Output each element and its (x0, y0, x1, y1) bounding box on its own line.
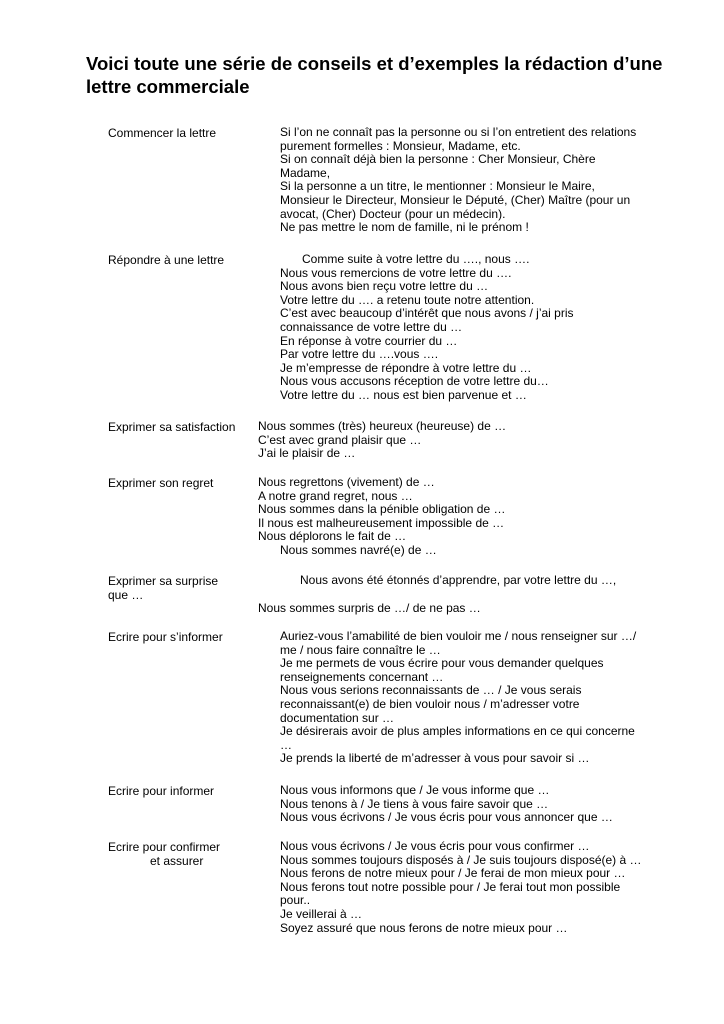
phrase-line: Si on connaît déjà bien la personne : Cher Monsieur, Chère Madame, (280, 152, 596, 180)
phrase-line: Nous sommes surpris de …/ de ne pas … (258, 600, 481, 615)
phrase-line: C’est avec beaucoup d’intérêt que nous avons / j’ai pris connaissance de votre lettre du … (280, 306, 574, 334)
phrase-line: Si la personne a un titre, le mentionner : Monsieur le Maire, Monsieur le Directeur, Monsieur le Député, (Cher) Maître (pour un avocat, (Cher) Docteur (pour un médecin). (280, 179, 631, 221)
phrase-line: Nous vous accusons réception de votre lettre du… (280, 374, 549, 389)
phrase-line: Comme suite à votre lettre du …., nous …. (302, 252, 530, 266)
section-label: Répondre à une lettre (108, 253, 225, 267)
phrase-line: Je prends la liberté de m’adresser à vous pour savoir si … (280, 751, 590, 766)
phrase-line: Nous vous écrivons / Je vous écris pour vous confirmer … (280, 839, 590, 853)
phrase-list (258, 574, 648, 615)
phrase-line: Nous ferons tout notre possible pour / Je ferai tout mon possible pour.. (280, 879, 621, 908)
phrase-line: En réponse à votre courrier du … (280, 333, 458, 348)
phrase-line: Il nous est malheureusement impossible de … (258, 515, 505, 530)
phrase-list (280, 630, 642, 766)
section-label: Commencer la lettre (108, 126, 217, 140)
phrase-list (280, 784, 642, 825)
phrase-line: Nous sommes (très) heureux (heureuse) de … (258, 419, 507, 433)
phrase-line: J’ai le plaisir de … (258, 446, 356, 461)
phrase-line: Nous avons bien reçu votre lettre du … (280, 279, 489, 294)
section-label-line: que … (108, 588, 144, 602)
phrase-line: Soyez assuré que nous ferons de notre mieux pour … (280, 920, 568, 935)
phrase-line: Auriez-vous l’amabilité de bien vouloir me / nous renseigner sur …/ me / nous faire connaître le … (280, 629, 637, 657)
phrase-line: Je veillerai à … (280, 906, 363, 921)
phrase-line: Nous vous serions reconnaissants de … / Je vous serais reconnaissant(e) de bien vouloir nous / m’adresser votre documentation sur … (280, 683, 582, 725)
phrase-line: Je désirerais avoir de plus amples informations en ce qui concerne … (280, 724, 635, 752)
phrase-list (280, 126, 642, 235)
phrase-line: Ne pas mettre le nom de famille, ni le prénom ! (280, 220, 529, 235)
phrase-line: Nous sommes navré(e) de … (280, 542, 437, 557)
phrase-list (280, 840, 642, 935)
section-label (108, 574, 218, 602)
section-label: Ecrire pour s’informer (108, 630, 223, 644)
section-label-line: Ecrire pour confirmer (108, 840, 221, 854)
phrase-line: Nous déplorons le fait de … (258, 529, 407, 544)
phrase-line: C’est avec grand plaisir que … (258, 432, 422, 447)
phrase-line: Nous vous remercions de votre lettre du …. (280, 265, 512, 280)
phrase-line: Nous ferons de notre mieux pour / Je ferai de mon mieux pour … (280, 866, 626, 881)
phrase-line: Je m’empresse de répondre à votre lettre du … (280, 360, 532, 375)
section-label: Exprimer son regret (108, 476, 214, 490)
phrase-list (258, 476, 648, 558)
phrase-line: Nous vous informons que / Je vous informe que … (280, 783, 550, 797)
section-label (108, 840, 220, 868)
phrase-list (258, 420, 648, 461)
phrase-line: Nous tenons à / Je tiens à vous faire savoir que … (280, 796, 549, 811)
section-label-line: et assurer (150, 854, 204, 868)
section-label-line: Exprimer sa surprise (108, 574, 219, 588)
phrase-line: Nous avons été étonnés d’apprendre, par votre lettre du …, (300, 573, 617, 587)
phrase-line: Votre lettre du …. a retenu toute notre attention. (280, 292, 535, 307)
phrase-list (280, 253, 642, 403)
phrase-line: Votre lettre du … nous est bien parvenue et … (280, 387, 527, 402)
section-label: Exprimer sa satisfaction (108, 420, 236, 434)
phrase-line: A notre grand regret, nous … (258, 488, 413, 503)
phrase-line: Si l’on ne connaît pas la personne ou si l’on entretient des relations purement formelles : Monsieur, Madame, etc. (280, 125, 637, 153)
section-label: Ecrire pour informer (108, 784, 215, 798)
phrase-line: Nous sommes toujours disposés à / Je suis toujours disposé(e) à … (280, 852, 642, 867)
phrase-line: Nous sommes dans la pénible obligation de … (258, 502, 506, 517)
phrase-line: Par votre lettre du ….vous …. (280, 347, 439, 362)
page-title: Voici toute une série de conseils et d’exemples la rédaction d’une lettre commerciale (86, 53, 663, 97)
phrase-line: Je me permets de vous écrire pour vous demander quelques renseignements concernant … (280, 656, 604, 684)
phrase-line: Nous regrettons (vivement) de … (258, 475, 435, 489)
phrase-line: Nous vous écrivons / Je vous écris pour vous annoncer que … (280, 810, 613, 825)
